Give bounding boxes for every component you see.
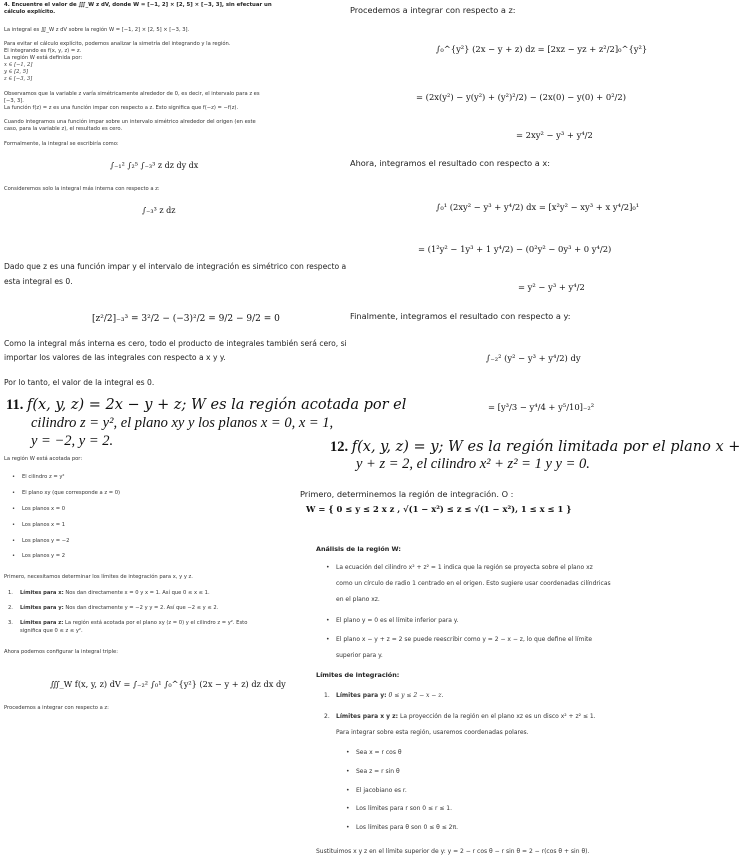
p4-line: El integrando es f(x, y, z) = z. xyxy=(4,48,82,54)
p4-line: Cuando integramos una función impar sobre un intervalo simétrico alrededor del origen (en este xyxy=(4,119,256,125)
p4-line: La función f(z) = z es una función impar con respecto a z. Esto significa que f(−z) = −f(z). xyxy=(4,105,239,111)
finalmente-line: Finalmente, integramos el resultado con respecto a y: xyxy=(350,311,571,321)
consider-line: Consideremos solo la integral más interna con respecto a z: xyxy=(4,186,160,192)
equation-x3: = y² − y³ + y⁴/2 xyxy=(518,282,585,292)
limit-item: 3. Límites para z: La región está acotada por el plano xy (z = 0) y el cilindro z = y². Esto xyxy=(8,620,248,626)
list-item: • El plano xy (que corresponde a z = 0) xyxy=(22,490,120,497)
list-item: • Los planos y = 2 xyxy=(22,553,65,560)
ahora-line: Ahora, integramos el resultado con respecto a x: xyxy=(350,158,551,168)
p4-line: [−3, 3]. xyxy=(4,98,24,104)
problem11-line1: f(x, y, z) = 2x − y + z; W es la región acotada por el xyxy=(26,397,407,413)
limites-heading: Límites de integración: xyxy=(316,671,400,679)
equation-eval: [z²/2]₋₃³ = 3²/2 − (−3)²/2 = 9/2 − 9/2 = 0 xyxy=(92,314,280,324)
p4-line: Para evitar el cálculo explícito, podemos analizar la simetría del integrando y la región. xyxy=(4,41,231,47)
limit-item: 2. Límites para y: Nos dan directamente y = −2 y y = 2. Así que −2 ≤ y ≤ 2. xyxy=(8,605,219,611)
p4-line: caso, para la variable z), el resultado es cero. xyxy=(4,126,123,132)
right-column xyxy=(300,0,740,861)
list-item-cont: superior para y. xyxy=(336,652,383,659)
list-item: • Sea x = r cos θ xyxy=(356,749,402,756)
problem11-line2: cilindro z = y², el plano xy y los planos x = 0, x = 1, xyxy=(31,415,334,431)
limit-item-cont: Para integrar sobre esta región, usaremos coordenadas polares. xyxy=(336,729,529,736)
list-item: • El plano x − y + z = 2 se puede reescribir como y = 2 − x − z, lo que define el límite xyxy=(336,636,592,643)
list-item: • Los planos x = 1 xyxy=(22,522,65,529)
p4-line: Formalmente, la integral se escribiría como: xyxy=(4,141,119,147)
problem11-number: 11. xyxy=(6,397,24,413)
list-item: • Los planos y = −2 xyxy=(22,538,69,545)
equation-x2: = (1²y² − 1y³ + 1 y⁴/2) − (0²y² − 0y³ + 0 y⁴/2) xyxy=(418,244,612,254)
primero-line: Primero, necesitamos determinar los límites de integración para x, y y z. xyxy=(4,574,193,580)
list-item: • El cilindro z = y² xyxy=(22,474,64,481)
list-item: • La ecuación del cilindro x² + z² = 1 indica que la región se proyecta sobre el plano xz xyxy=(336,564,593,571)
p4-line: y ∈ [2, 5] xyxy=(4,69,29,75)
list-item: • Los límites para θ son 0 ≤ θ ≤ 2π. xyxy=(356,824,458,831)
region-line: La región W está acotada por: xyxy=(4,456,83,462)
problem4-header-cont: cálculo explícito. xyxy=(4,9,56,15)
limit-item: 1. Límites para x: Nos dan directamente x = 0 y x = 1. Así que 0 ≤ x ≤ 1. xyxy=(8,590,210,596)
dado-line-cont: esta integral es 0. xyxy=(4,277,73,286)
como-line: Como la integral más interna es cero, todo el producto de integrales también será cero, si xyxy=(4,339,347,348)
limit-item: 2. Límites para x y z: La proyección de la región en el plano xz es un disco x² + z² ≤ 1. xyxy=(324,713,596,720)
analisis-heading: Análisis de la región W: xyxy=(316,545,401,553)
equation-triple: ∫₋₁² ∫₂⁵ ∫₋₃³ z dz dy dx xyxy=(110,161,199,170)
list-item: • El plano y = 0 es el límite inferior para y. xyxy=(336,617,458,624)
p4-line: z ∈ [−3, 3] xyxy=(4,76,33,82)
porlo-line: Por lo tanto, el valor de la integral es 0. xyxy=(4,378,155,387)
problem12-line1: f(x, y, z) = y; W es la región limitada por el plano x + xyxy=(351,439,740,455)
equation-inner: ∫₋₃³ z dz xyxy=(142,206,176,215)
como-line-cont: importar los valores de las integrales con respecto a x y y. xyxy=(4,353,226,362)
dado-line: Dado que z es una función impar y el intervalo de integración es simétrico con respecto a xyxy=(4,262,347,271)
ahora-line: Ahora podemos configurar la integral triple: xyxy=(4,649,118,655)
problem12-line2: y + z = 2, el cilindro x² + z² = 1 y y = 0. xyxy=(356,456,590,472)
region-definition: W = { 0 ≤ y ≤ 2 x z , √(1 − x²) ≤ z ≤ √(1 − x²), 1 ≤ x ≤ 1 } xyxy=(306,504,572,514)
equation-z1: ∫₀^{y²} (2x − y + z) dz = [2xz − yz + z²/2]₀^{y²} xyxy=(436,44,648,54)
equation-setup: ∭_W f(x, y, z) dV = ∫₋₂² ∫₀¹ ∫₀^{y²} (2x − y + z) dz dx dy xyxy=(50,679,286,689)
equation-z2: = (2x(y²) − y(y²) + (y²)²/2) − (2x(0) − y(0) + 0²/2) xyxy=(416,92,626,102)
p4-line: La integral es ∭_W z dV sobre la región W = [−1, 2] × [2, 5] × [−3, 3]. xyxy=(4,27,190,33)
primero-line: Primero, determinemos la región de integración. O : xyxy=(300,489,514,499)
problem4-header: 4. Encuentre el valor de ∭_W z dV, donde W = [−1, 2] × [2, 5] × [−3, 3], sin efectuar un xyxy=(4,2,272,8)
list-item: • Los límites para r son 0 ≤ r ≤ 1. xyxy=(356,805,452,812)
problem12-number: 12. xyxy=(330,439,349,455)
list-item: • El jacobiano es r. xyxy=(356,787,407,794)
sustituimos-line: Sustituimos x y z en el límite superior de y: y = 2 − r cos θ − r sin θ = 2 − r(cos θ + sin θ). xyxy=(316,848,590,855)
list-item: • Sea z = r sin θ xyxy=(356,768,400,775)
limit-item: 1. Límites para y: 0 ≤ y ≤ 2 − x − z. xyxy=(324,692,444,699)
equation-y1: ∫₋₂² (y² − y³ + y⁴/2) dy xyxy=(486,353,581,363)
equation-z3: = 2xy² − y³ + y⁴/2 xyxy=(516,130,593,140)
problem11-line3: y = −2, y = 2. xyxy=(31,433,114,449)
limit-item-cont: significa que 0 ≤ z ≤ y². xyxy=(20,628,83,634)
p4-line: x ∈ [−1, 2] xyxy=(4,62,33,68)
problem12-statement xyxy=(330,440,740,455)
list-item: • Los planos x = 0 xyxy=(22,506,65,513)
equation-x1: ∫₀¹ (2xy² − y³ + y⁴/2) dx = [x²y² − xy³ + x y⁴/2]₀¹ xyxy=(436,202,640,212)
procedemos-line: Procedemos a integrar con respecto a z: xyxy=(350,5,516,15)
list-item-cont: como un círculo de radio 1 centrado en el origen. Esto sugiere usar coordenadas cilíndricas xyxy=(336,580,611,587)
p4-line: La región W está definida por: xyxy=(4,55,83,61)
list-item-cont: en el plano xz. xyxy=(336,596,380,603)
procedemos-line: Procedemos a integrar con respecto a z: xyxy=(4,705,109,711)
p4-line: Observamos que la variable z varía simétricamente alrededor de 0, es decir, el intervalo para z es xyxy=(4,91,260,97)
equation-y2: = [y³/3 − y⁴/4 + y⁵/10]₋₂² xyxy=(488,402,595,412)
